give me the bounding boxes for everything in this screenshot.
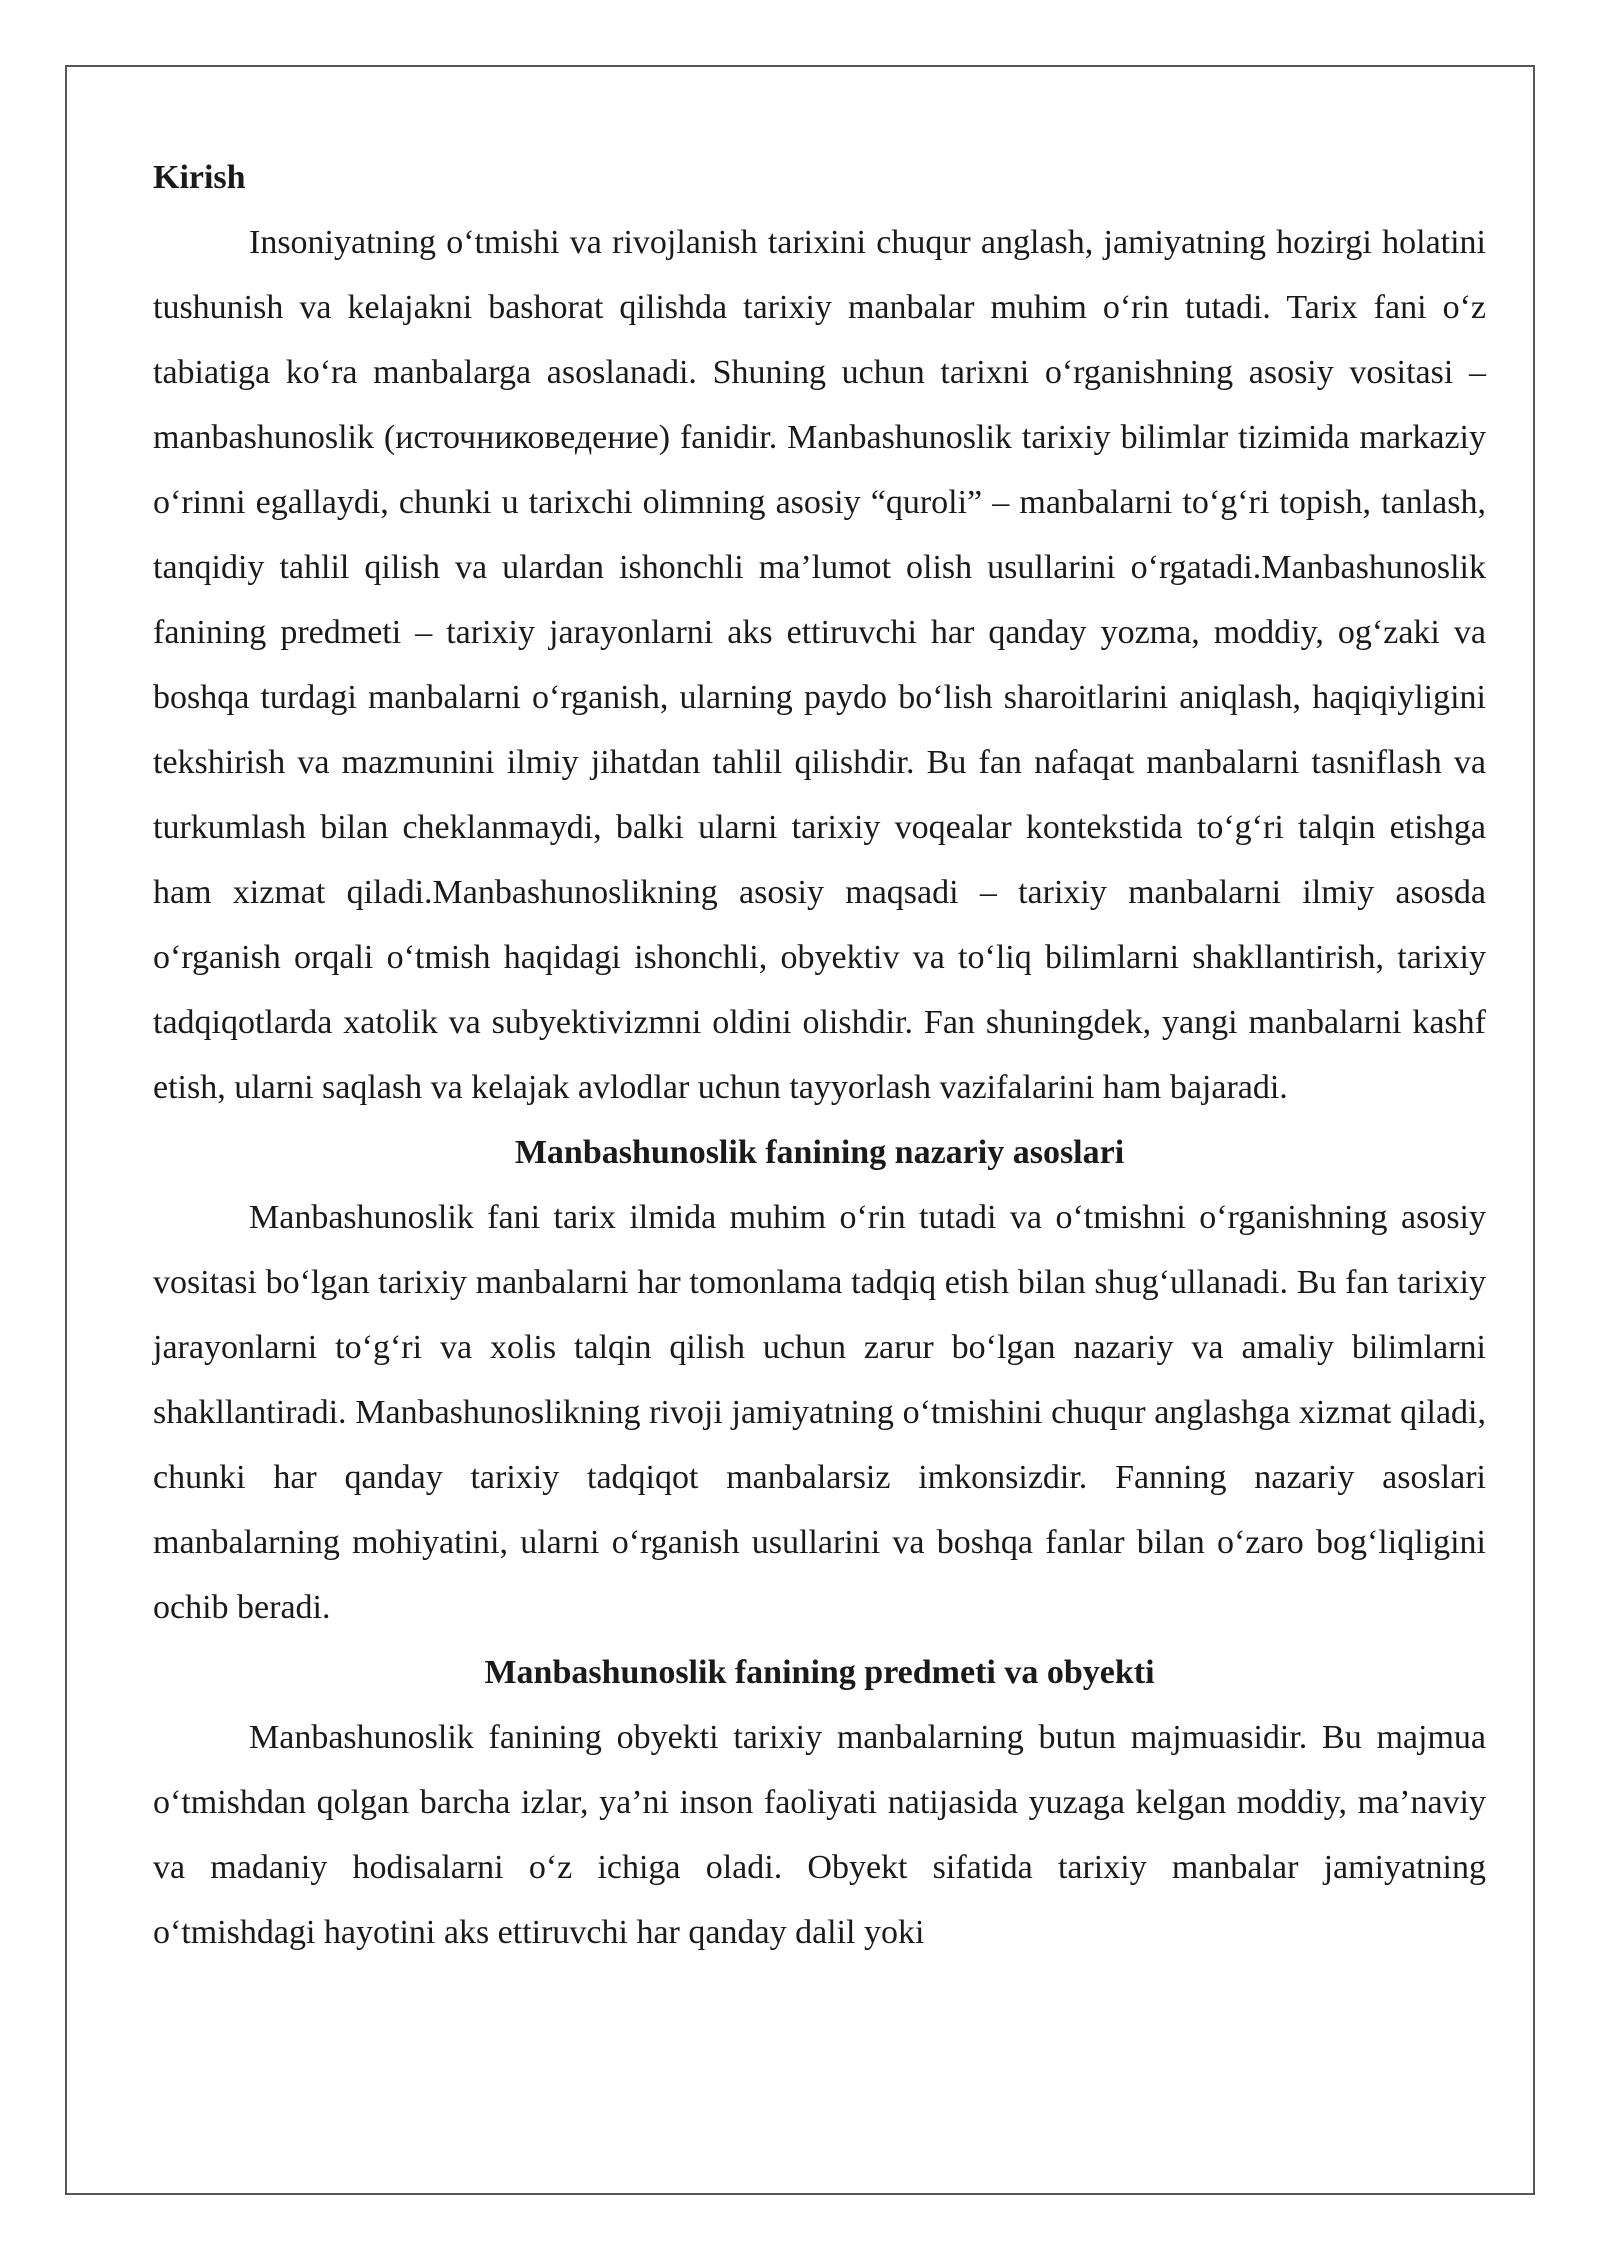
paragraph-nazariy-asoslari: Manbashunoslik fani tarix ilmida muhim o‘rin tutadi va o‘tmishni o‘rganishning asosiy vositasi bo‘lgan tarixiy manbalarni har tomonlama tadqiq etish bilan shug‘ullanadi. Bu fan tarixiy jarayonlarni to‘g‘ri va xolis talqin qilish uchun zarur bo‘lgan nazariy va amaliy bilimlarni shakllantiradi. Manbashunoslikning rivoji jamiyatning o‘tmishini chuqur anglashga xizmat qiladi, chunki har qanday tarixiy tadqiqot manbalarsiz imkonsizdir. Fanning nazariy asoslari manbalarning mohiyatini, ularni o‘rganish usullarini va boshqa fanlar bilan o‘zaro bog‘liqligini ochib beradi. — [153, 1199, 1486, 1626]
document-body — [153, 145, 1486, 1965]
section-heading-nazariy-asoslari: Manbashunoslik fanining nazariy asoslari — [514, 1134, 1125, 1171]
section-heading-kirish: Kirish — [153, 159, 246, 196]
paragraph-kirish: Insoniyatning o‘tmishi va rivojlanish tarixini chuqur anglash, jamiyatning hozirgi holatini tushunish va kelajakni bashorat qilishda tarixiy manbalar muhim o‘rin tutadi. Tarix fani o‘z tabiatiga ko‘ra manbalarga asoslanadi. Shuning uchun tarixni o‘rganishning asosiy vositasi – manbashunoslik (источниковедение) fanidir. Manbashunoslik tarixiy bilimlar tizimida markaziy o‘rinni egallaydi, chunki u tarixchi olimning asosiy “quroli” – manbalarni to‘g‘ri topish, tanlash, tanqidiy tahlil qilish va ulardan ishonchli ma’lumot olish usullarini o‘rgatadi.Manbashunoslik fanining predmeti – tarixiy jarayonlarni aks ettiruvchi har qanday yozma, moddiy, og‘zaki va boshqa turdagi manbalarni o‘rganish, ularning paydo bo‘lish sharoitlarini aniqlash, haqiqiyligini tekshirish va mazmunini ilmiy jihatdan tahlil qilishdir. Bu fan nafaqat manbalarni tasniflash va turkumlash bilan cheklanmaydi, balki ularni tarixiy voqealar kontekstida to‘g‘ri talqin etishga ham xizmat qiladi.Manbashunoslikning asosiy maqsadi – tarixiy manbalarni ilmiy asosda o‘rganish orqali o‘tmish haqidagi ishonchli, obyektiv va to‘liq bilimlarni shakllantirish, tarixiy tadqiqotlarda xatolik va subyektivizmni oldini olishdir. Fan shuningdek, yangi manbalarni kashf etish, ularni saqlash va kelajak avlodlar uchun tayyorlash vazifalarini ham bajaradi. — [153, 224, 1486, 1106]
section-heading-predmeti-obyekti: Manbashunoslik fanining predmeti va obyekti — [484, 1654, 1155, 1691]
paragraph-predmeti-obyekti: Manbashunoslik fanining obyekti tarixiy manbalarning butun majmuasidir. Bu majmua o‘tmishdan qolgan barcha izlar, ya’ni inson faoliyati natijasida yuzaga kelgan moddiy, ma’naviy va madaniy hodisalarni o‘z ichiga oladi. Obyekt sifatida tarixiy manbalar jamiyatning o‘tmishdagi hayotini aks ettiruvchi har qanday dalil yoki — [153, 1719, 1486, 1951]
